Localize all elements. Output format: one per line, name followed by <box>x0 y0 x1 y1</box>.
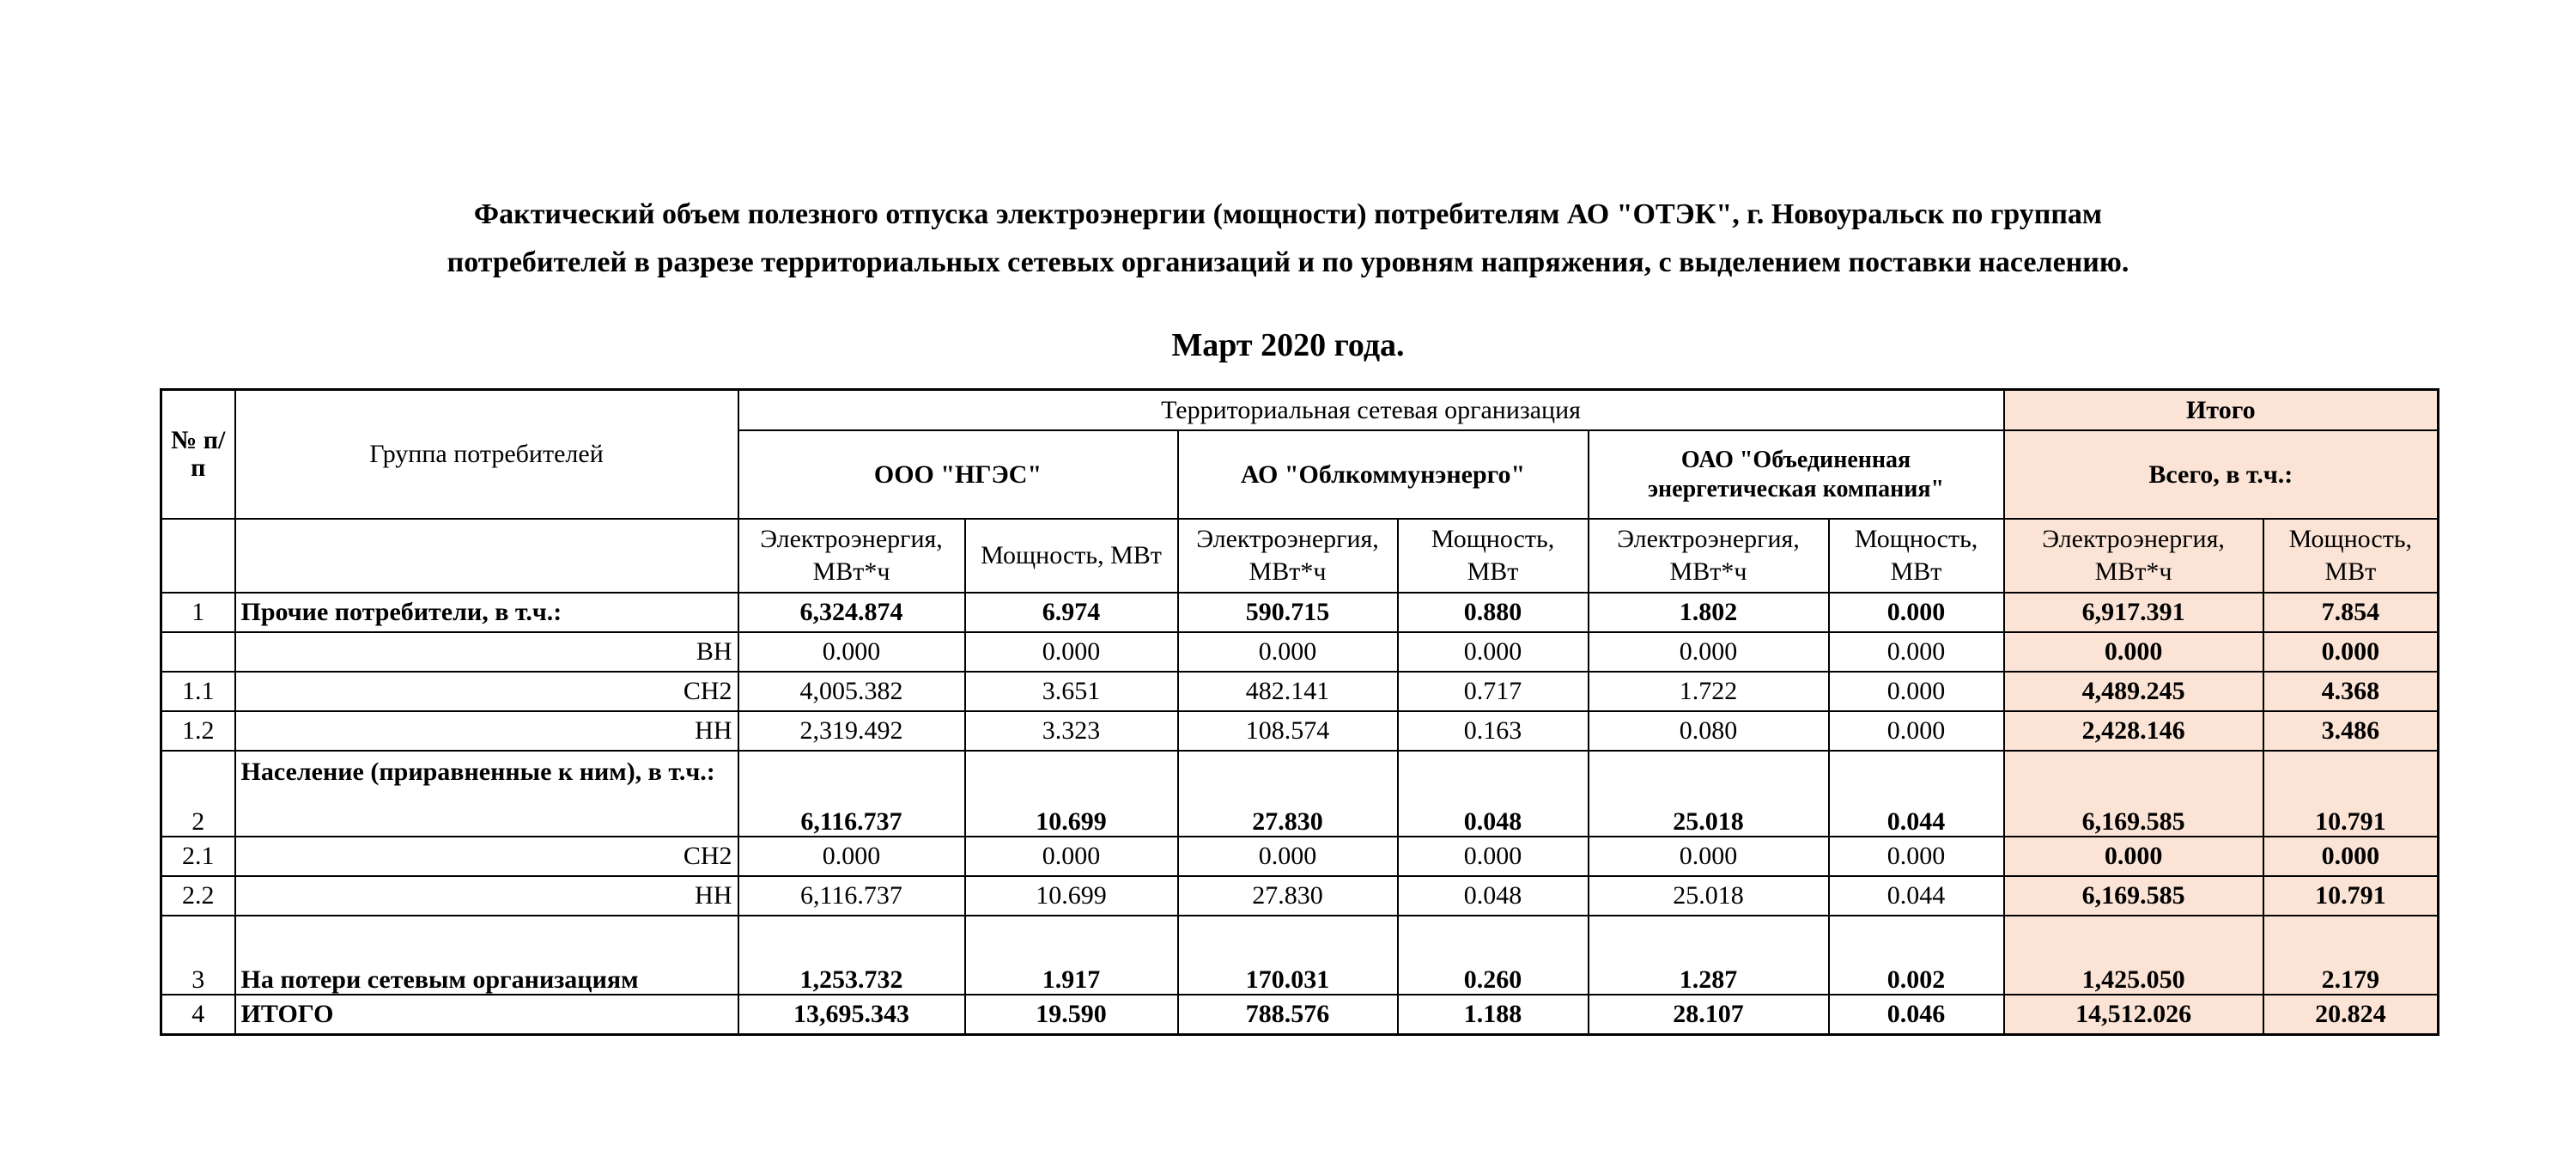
row-name: СН2 <box>235 672 738 711</box>
row-num: 1 <box>161 593 235 632</box>
header-power: Мощность, МВт <box>965 519 1178 593</box>
row-value: 0.000 <box>1398 632 1589 672</box>
row-value: 788.576 <box>1178 995 1398 1035</box>
row-value: 0.044 <box>1829 751 2004 837</box>
header-group: Группа потребителей <box>235 390 738 520</box>
row-value: 0.880 <box>1398 593 1589 632</box>
row-value: 3.323 <box>965 711 1178 751</box>
row-name: На потери сетевым организациям <box>235 916 738 995</box>
consumption-table <box>160 388 2439 1036</box>
row-value: 27.830 <box>1178 876 1398 916</box>
row-value: 6,324.874 <box>738 593 965 632</box>
header-power-total: Мощность, МВт <box>2263 519 2439 593</box>
row-value: 1.188 <box>1398 995 1589 1035</box>
row-num: 3 <box>161 916 235 995</box>
row-value: 0.000 <box>1178 632 1398 672</box>
row-value-total: 1,425.050 <box>2004 916 2263 995</box>
header-energy: Электроэнергия, МВт*ч <box>1589 519 1829 593</box>
row-value: 1.802 <box>1589 593 1829 632</box>
row-num: 1.1 <box>161 672 235 711</box>
header-power: Мощность, МВт <box>1398 519 1589 593</box>
header-power: Мощность, МВт <box>1829 519 2004 593</box>
row-value: 10.699 <box>965 876 1178 916</box>
row-value: 19.590 <box>965 995 1178 1035</box>
row-value: 4,005.382 <box>738 672 965 711</box>
header-total-sub: Всего, в т.ч.: <box>2004 430 2439 519</box>
row-value: 3.651 <box>965 672 1178 711</box>
row-value: 6,116.737 <box>738 876 965 916</box>
row-value: 590.715 <box>1178 593 1398 632</box>
row-value: 0.048 <box>1398 751 1589 837</box>
row-value-total: 20.824 <box>2263 995 2439 1035</box>
row-value: 0.000 <box>1829 711 2004 751</box>
row-value-total: 0.000 <box>2263 632 2439 672</box>
row-value: 2,319.492 <box>738 711 965 751</box>
row-value: 0.046 <box>1829 995 2004 1035</box>
header-tso: Территориальная сетевая организация <box>738 390 2004 431</box>
table-row-group-3 <box>161 916 2439 995</box>
header-energy: Электроэнергия, МВт*ч <box>1178 519 1398 593</box>
header-num-blank <box>161 519 235 593</box>
row-value: 10.699 <box>965 751 1178 837</box>
row-value-total: 14,512.026 <box>2004 995 2263 1035</box>
row-value: 170.031 <box>1178 916 1398 995</box>
row-num: 2.2 <box>161 876 235 916</box>
row-value: 0.000 <box>738 632 965 672</box>
row-value: 0.000 <box>1178 837 1398 876</box>
report-title-line-1: Фактический объем полезного отпуска электроэнергии (мощности) потребителям АО "ОТЭК", г. Новоуральск по группам <box>473 198 2103 230</box>
row-value-total: 10.791 <box>2263 876 2439 916</box>
row-value: 25.018 <box>1589 876 1829 916</box>
table-row-2-2 <box>161 876 2439 916</box>
table-row-1-2 <box>161 711 2439 751</box>
row-value: 25.018 <box>1589 751 1829 837</box>
row-name: Прочие потребители, в т.ч.: <box>235 593 738 632</box>
row-value: 0.000 <box>738 837 965 876</box>
row-value: 1.917 <box>965 916 1178 995</box>
row-value: 0.000 <box>1589 632 1829 672</box>
table-row-2-1 <box>161 837 2439 876</box>
row-name: СН2 <box>235 837 738 876</box>
row-value: 0.000 <box>1829 632 2004 672</box>
row-value: 6.974 <box>965 593 1178 632</box>
row-name: Население (приравненные к ним), в т.ч.: <box>235 751 738 837</box>
row-value: 0.080 <box>1589 711 1829 751</box>
row-num: 4 <box>161 995 235 1035</box>
row-value: 1,253.732 <box>738 916 965 995</box>
row-num: 2.1 <box>161 837 235 876</box>
header-row-top <box>161 390 2439 431</box>
row-value-total: 6,917.391 <box>2004 593 2263 632</box>
row-value: 0.000 <box>965 632 1178 672</box>
row-value: 0.000 <box>1829 672 2004 711</box>
row-value: 0.000 <box>965 837 1178 876</box>
row-value: 0.260 <box>1398 916 1589 995</box>
row-name: ВН <box>235 632 738 672</box>
row-value-total: 3.486 <box>2263 711 2439 751</box>
row-value: 1.287 <box>1589 916 1829 995</box>
row-value: 0.000 <box>1589 837 1829 876</box>
row-value: 0.048 <box>1398 876 1589 916</box>
header-num: № п/п <box>161 390 235 520</box>
row-value: 0.002 <box>1829 916 2004 995</box>
row-value-total: 6,169.585 <box>2004 751 2263 837</box>
row-value: 0.044 <box>1829 876 2004 916</box>
row-value: 0.717 <box>1398 672 1589 711</box>
row-value-total: 0.000 <box>2004 632 2263 672</box>
table-row-group-1 <box>161 593 2439 632</box>
row-value: 1.722 <box>1589 672 1829 711</box>
row-num: 2 <box>161 751 235 837</box>
row-value: 28.107 <box>1589 995 1829 1035</box>
header-org-oek: ОАО "Объединенная энергетическая компания" <box>1589 430 2004 519</box>
row-value-total: 10.791 <box>2263 751 2439 837</box>
row-value: 0.000 <box>1829 837 2004 876</box>
table-row-group-2 <box>161 751 2439 837</box>
row-value-total: 2.179 <box>2263 916 2439 995</box>
table-row-1-1 <box>161 672 2439 711</box>
row-num: 1.2 <box>161 711 235 751</box>
header-total: Итого <box>2004 390 2439 431</box>
report-title-line-2: потребителей в разрезе территориальных сетевых организаций и по уровням напряжения, с выделением поставки населению. <box>447 247 2129 278</box>
header-energy-total: Электроэнергия, МВт*ч <box>2004 519 2263 593</box>
row-value: 0.000 <box>1829 593 2004 632</box>
row-value-total: 7.854 <box>2263 593 2439 632</box>
row-value: 27.830 <box>1178 751 1398 837</box>
header-row-units <box>161 519 2439 593</box>
row-value-total: 0.000 <box>2004 837 2263 876</box>
row-value: 6,116.737 <box>738 751 965 837</box>
row-value: 108.574 <box>1178 711 1398 751</box>
row-name: НН <box>235 876 738 916</box>
row-value-total: 2,428.146 <box>2004 711 2263 751</box>
row-value: 0.163 <box>1398 711 1589 751</box>
row-num <box>161 632 235 672</box>
row-value-total: 6,169.585 <box>2004 876 2263 916</box>
header-org-nges: ООО "НГЭС" <box>738 430 1178 519</box>
row-name: ИТОГО <box>235 995 738 1035</box>
row-value: 13,695.343 <box>738 995 965 1035</box>
row-value-total: 4,489.245 <box>2004 672 2263 711</box>
row-value-total: 0.000 <box>2263 837 2439 876</box>
report-period: Март 2020 года. <box>1171 327 1405 363</box>
header-energy: Электроэнергия, МВт*ч <box>738 519 965 593</box>
header-group-blank <box>235 519 738 593</box>
row-value-total: 4.368 <box>2263 672 2439 711</box>
row-name: НН <box>235 711 738 751</box>
row-value: 0.000 <box>1398 837 1589 876</box>
row-value: 482.141 <box>1178 672 1398 711</box>
table-row-total <box>161 995 2439 1035</box>
header-org-oblkommunenergo: АО "Облкоммунэнерго" <box>1178 430 1589 519</box>
table-row-vn <box>161 632 2439 672</box>
